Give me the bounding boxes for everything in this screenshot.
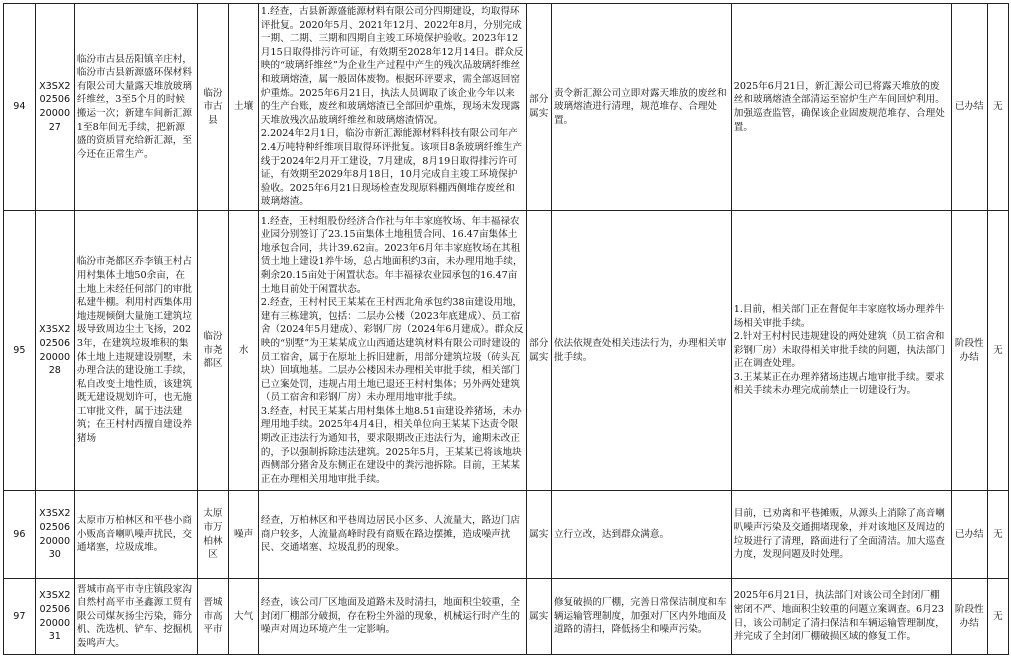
pollution-type: 水 — [229, 211, 259, 491]
finding-paragraph: 1.经查，古县新源盛能源材料有限公司分四期建设，均取得环评批复。2020年5月、2021年12月、2022年8月，分别完成一期、二期、三期和四期自主竣工环境保护验收。2023年12月15日取得排污许可证，有效期至2028年12月14日。群众反映的“玻璃纤维丝”为企业生产过程中产生的残次品玻璃纤维丝和玻璃熔渣，属一般固体废物。根据环评要求，需全部返回窑炉重炼。2025年6月21日，执法人员调取了该企业今年以来的生产台账，废丝和玻璃熔渣已全部回炉重炼，现场未发现露天堆放残次品玻璃纤维丝和玻璃熔渣情况。 — [260, 6, 524, 126]
finding-paragraph: 1.经查，王村组股份经济合作社与年丰家庭牧场、年丰福禄农业园分别签订了23.15亩集体土地租赁合同、16.47亩集体土地承包合同，共计39.62亩。2023年6月年丰家庭牧场在其租赁土地上建设1养牛场，总占地面积约3亩，未办理用地手续，剩余20.15亩处于闲置状态。年丰福禄农业园承包的16.47亩土地目前处于闲置状态。 — [260, 215, 523, 295]
verdict: 部分属实 — [526, 4, 551, 211]
admin-area: 临汾市古县 — [197, 4, 229, 211]
rectification-progress: 2025年6月21日，执法部门对该公司全封闭厂棚密闭不严、地面积尘较重的问题立案调查。6月23日，该公司制定了清扫保洁和车辆运输管理制度，并完成了全封闭厂棚破损区域的修复工作。 — [731, 579, 951, 655]
case-code: X3SX2025062000030 — [35, 491, 74, 579]
verdict: 属实 — [526, 579, 551, 655]
complaint-table — [3, 3, 1009, 655]
row-number: 95 — [4, 211, 36, 491]
complaint-content: 太原市万柏林区和平巷小商小贩高音喇叭噪声扰民，交通堵塞，垃圾成堆。 — [74, 491, 197, 579]
verdict: 部分属实 — [526, 211, 551, 491]
rectification-progress — [731, 211, 951, 491]
rectification-measures: 立行立改，达到群众满意。 — [551, 491, 731, 579]
complaint-content: 临汾市古县岳阳镇辛庄村，临汾市古县新源盛环保材料有限公司大量露天堆放玻璃纤维丝，3至5个月的时候搬运一次；新建车间新汇源1至8年间无手续，把新源盛的资质冒充给新汇源，至今还在正常生产。 — [74, 4, 197, 211]
investigation-findings — [258, 579, 526, 655]
rectification-progress: 2025年6月21日，新汇源公司已将露天堆放的废丝和玻璃熔渣全部清运至窑炉生产车间回炉利用。加强巡查监管，确保该企业固废规范堆存、合理处置。 — [731, 4, 951, 211]
progress-item: 3.王某某正在办理养猪场违规占地审批手续。要求相关手续未办理完成前禁止一切建设行为。 — [733, 371, 945, 397]
finding-paragraph: 经查，该公司厂区地面及道路未及时清扫，地面积尘较重，全封闭厂棚部分破损，存在粉尘外溢的现象，机械运行时产生的噪声对周边环境产生一定影响。 — [260, 597, 520, 636]
pollution-type: 大气 — [229, 579, 259, 655]
accountability: 无 — [987, 4, 1008, 211]
case-code: X3SX2025062000027 — [35, 4, 74, 211]
accountability: 无 — [987, 491, 1008, 579]
case-status: 已办结 — [951, 491, 987, 579]
investigation-findings — [258, 211, 526, 491]
rectification-measures: 修复破损的厂棚，完善日常保洁制度和车辆运输管理制度，加强对厂区内外地面及道路的清扫，降低扬尘和噪声污染。 — [551, 579, 731, 655]
complaint-content: 晋城市高平市寺庄镇段家沟自然村高平市圣鑫源工贸有限公司煤灰扬尘污染，筛分机、洗选机、铲车、挖掘机轰鸣声大。 — [74, 579, 197, 655]
investigation-findings — [258, 4, 526, 211]
row-number: 94 — [4, 4, 36, 211]
rectification-measures: 依法依规查处相关违法行为，办理相关审批手续。 — [551, 211, 731, 491]
progress-item: 1.目前，相关部门正在督促年丰家庭牧场办理养牛场相关审批手续。 — [733, 303, 945, 329]
table-row — [4, 4, 1009, 211]
progress-item: 2.针对王村村民违规建设的两处建筑（员工宿舍和彩钢厂房）未取得相关审批手续的问题，执法部门正在调查处理。 — [733, 331, 945, 370]
rectification-measures: 责令新汇源公司立即对露天堆放的废丝和玻璃熔渣进行清理，规范堆存、合理处置。 — [551, 4, 731, 211]
accountability: 无 — [987, 579, 1008, 655]
pollution-type: 土壤 — [229, 4, 259, 211]
case-code: X3SX2025062000028 — [35, 211, 74, 491]
admin-area: 太原市万柏林区 — [197, 491, 229, 579]
case-status: 已办结 — [951, 4, 987, 211]
table-row — [4, 579, 1009, 655]
admin-area: 临汾市尧都区 — [197, 211, 229, 491]
verdict: 属实 — [526, 491, 551, 579]
admin-area: 晋城市高平市 — [197, 579, 229, 655]
case-code: X3SX2025062000031 — [35, 579, 74, 655]
table-row — [4, 211, 1009, 491]
rectification-progress: 目前，已劝离和平巷摊贩，从源头上消除了高音喇叭噪声污染及交通拥堵现象，并对该地区及周边的垃圾进行了清理，路面进行了全面清洁。加大巡查力度，发现问题及时处理。 — [731, 491, 951, 579]
finding-paragraph: 3.经查，村民王某某占用村集体土地8.51亩建设养猪场，未办理用地手续。2025年4月4日，相关单位向王某某下达责令限期改正违法行为通知书，要求限期改正违法行为，逾期未改正的，予以强制拆除违法建筑。2025年5月，王某某已将该地块西侧部分猪舍及东侧正在建设中的粪污池拆除。目前，王某某正在办理相关用地审批手续。 — [260, 405, 522, 485]
row-number: 97 — [4, 579, 36, 655]
row-number: 96 — [4, 491, 36, 579]
accountability: 无 — [987, 211, 1008, 491]
finding-paragraph: 2.经查，王村村民王某某在王村西北角承包约38亩建设用地，建有三栋建筑，包括：二层办公楼（2023年底建成）、员工宿舍（2024年5月建成）、彩钢厂房（2024年6月建成）。群众反映的“别墅”为王某某成立山西通达建筑材料有限公司时建设的员工宿舍，属于在原址上拆旧建新，用部分建筑垃圾（砖头瓦块）回填地基。二层办公楼因未办理相关审批手续，相关部门已立案处罚，违规占用土地已退还王村村集体；另外两处建筑（员工宿舍和彩钢厂房）未办理用地审批手续。 — [260, 297, 524, 404]
case-status: 阶段性办结 — [951, 579, 987, 655]
case-status: 阶段性办结 — [951, 211, 987, 491]
investigation-findings — [258, 491, 526, 579]
pollution-type: 噪声 — [229, 491, 259, 579]
finding-paragraph: 经查，万柏林区和平巷周边居民小区多、人流量大，路边门店商户较多，人流量高峰时段有商贩在路边摆摊，造成噪声扰民、交通堵塞、垃圾乱扔的现象。 — [260, 515, 520, 554]
finding-paragraph: 2.2024年2月1日，临汾市新汇源能源材料科技有限公司年产2.4万吨特种纤维项目取得环评批复。该项目8条玻璃纤维生产线于2024年2月开工建设，7月建成，8月19日取得排污许可证，有效期至2029年8月18日，10月完成自主竣工环境保护验收。2025年6月21日现场检查发现原料棚西侧堆存废丝和玻璃熔渣。 — [260, 128, 523, 208]
table-row — [4, 491, 1009, 579]
complaint-content: 临汾市尧都区乔李镇王村占用村集体土地50余亩，在土地上未经任何部门的审批私建牛棚。利用村西集体用地违规倾倒大量施工建筑垃圾导致周边尘土飞扬，2023年，在建筑垃圾堆积的集体土地上违规建设别墅，未办理合法的建设施工手续，私自改变土地性质，该建筑既无建设规划许可，也无施工审批文件，属于违法建筑；在王村村西擅自建设养猪场 — [74, 211, 197, 491]
